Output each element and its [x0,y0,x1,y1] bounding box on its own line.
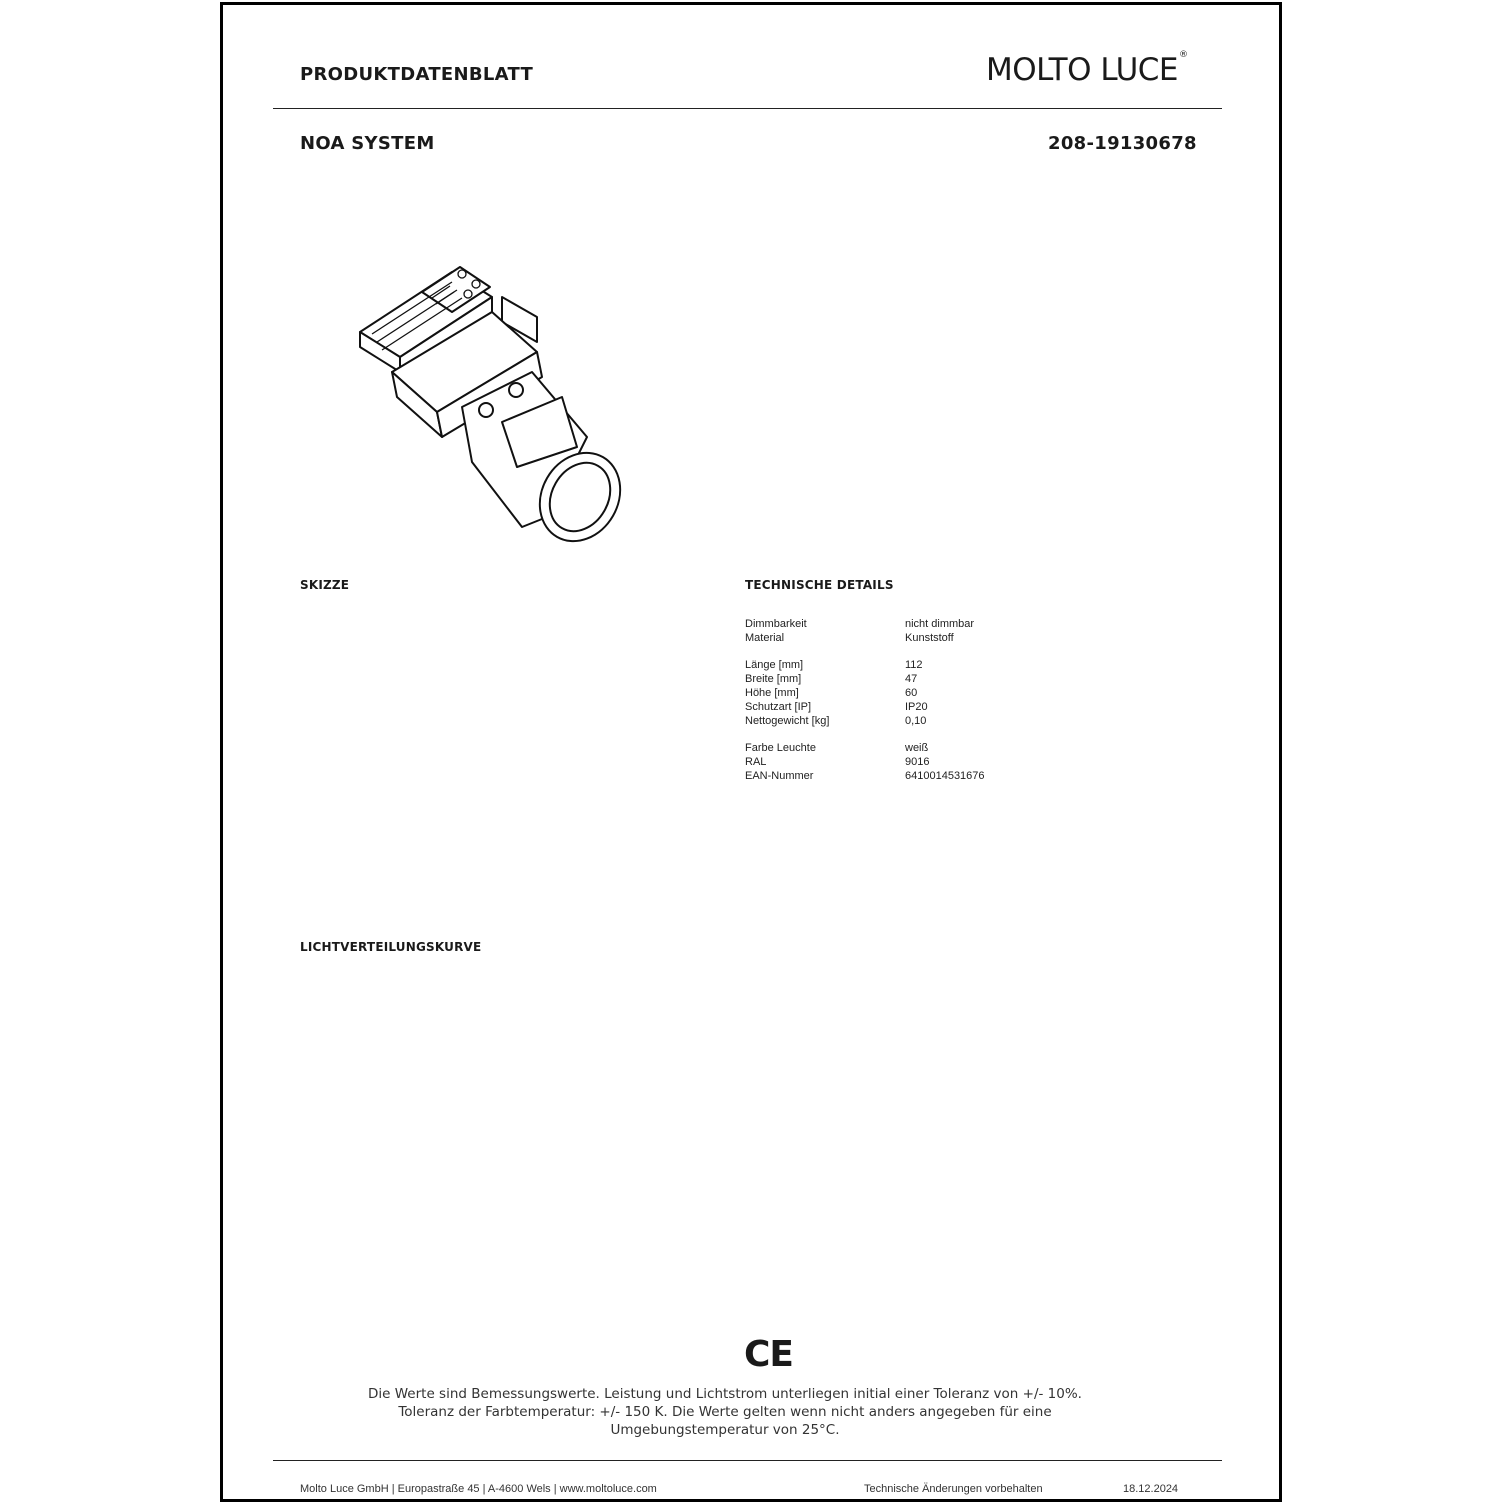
spec-value: 60 [905,686,918,699]
spec-spacer [745,646,1165,660]
ce-mark: CE [744,1334,794,1375]
spec-label: Länge [mm] [745,659,804,672]
doc-title: PRODUKTDATENBLATT [300,64,534,85]
spec-row [745,770,1165,784]
brand-name: MOLTO LUCE [986,52,1178,88]
article-number: 208-19130678 [1048,133,1197,154]
spec-row [745,687,1165,701]
spec-spacer [745,728,1165,742]
spec-value: 6410014531676 [905,769,985,782]
spec-value: 9016 [905,755,930,768]
spec-table [745,618,1165,784]
footer-date: 18.12.2024 [1123,1483,1179,1495]
footer-company: Molto Luce GmbH | Europastraße 45 | A-4600 Wels | www.moltoluce.com [300,1483,657,1495]
spec-label: Dimmbarkeit [745,618,807,630]
disclaimer-line: Die Werte sind Bemessungswerte. Leistung und Lichtstrom unterliegen initial einer Toleranz von +/- 10%. [368,1386,1082,1402]
disclaimer-line: Umgebungstemperatur von 25°C. [610,1422,840,1438]
spec-row [745,756,1165,770]
spec-row [745,618,1165,632]
product-name: NOA SYSTEM [300,133,435,154]
spec-label: Höhe [mm] [745,686,799,699]
spec-label: Farbe Leuchte [745,742,816,755]
spec-value: 112 [905,659,923,672]
spec-value: 0,10 [905,714,927,727]
spec-label: Schutzart [IP] [745,700,812,713]
spec-row [745,632,1165,646]
section-sketch: SKIZZE [300,578,350,592]
footer-note: Technische Änderungen vorbehalten [864,1483,1043,1495]
spec-value: weiß [905,742,929,755]
brand-registered-mark: ® [1179,50,1188,60]
spec-label: EAN-Nummer [745,769,814,782]
brand-logo [986,52,1188,88]
header-divider [273,108,1222,109]
product-drawing [352,262,627,544]
spec-row [745,673,1165,687]
spec-row [745,715,1165,729]
spec-label: Nettogewicht [kg] [745,714,830,727]
section-light-distribution: LICHTVERTEILUNGSKURVE [300,940,482,954]
spec-value: nicht dimmbar [905,618,975,630]
spec-row [745,701,1165,715]
disclaimer [300,1385,1150,1439]
spec-row [745,742,1165,756]
spec-label: Breite [mm] [745,673,802,686]
spec-label: RAL [745,755,767,768]
spec-value: Kunststoff [905,631,954,644]
spec-label: Material [745,631,785,644]
spec-value: IP20 [905,700,928,713]
spec-value: 47 [905,673,918,686]
disclaimer-line: Toleranz der Farbtemperatur: +/- 150 K. Die Werte gelten wenn nicht anders angegeben für eine [398,1404,1052,1420]
spec-row [745,659,1165,673]
footer-divider [273,1460,1222,1461]
section-technical-details: TECHNISCHE DETAILS [745,578,894,592]
